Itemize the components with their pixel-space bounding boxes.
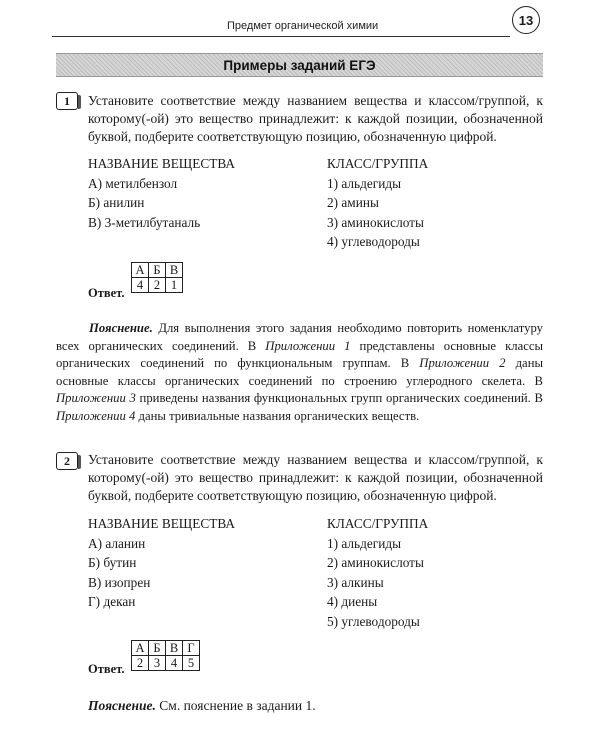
running-header (52, 20, 542, 38)
task-2-substance-a: А) аланин (88, 535, 146, 551)
task-2-answer-value: 5 (183, 656, 200, 671)
task-1-answer-label: Ответ. (88, 286, 125, 300)
task-1-explanation-text: даны тривиальные названия органических веществ. (135, 408, 420, 423)
task-1-explanation-text: приведены названия функциональных групп органических соединений. В (135, 391, 543, 405)
task-2-answer-letter: В (166, 641, 183, 656)
task-2-explanation (88, 697, 543, 715)
task-1-explanation-text: представлены основные классы органических соединений по функциональным группам. В (56, 338, 544, 370)
task-1-substance-a: А) метилбензол (88, 175, 178, 191)
task-1-class-2: 2) амины (327, 195, 379, 210)
section-banner-title: Примеры заданий ЕГЭ (223, 57, 376, 73)
task-2-substances (88, 514, 235, 612)
task-1-explanation-appendix-ref: Приложении 1 (265, 338, 351, 353)
task-1-answer-value: 1 (166, 278, 183, 293)
task-1-left-header: НАЗВАНИЕ ВЕЩЕСТВА (88, 156, 235, 171)
task-1-substance-b: Б) анилин (88, 195, 145, 210)
task-1-answer-letter: В (166, 263, 183, 278)
task-1-class-4: 4) углеводороды (327, 234, 420, 249)
header-rule (52, 36, 510, 37)
running-header-title: Предмет органической химии (227, 20, 379, 32)
task-2-classes (327, 514, 428, 631)
task-2-substance-c: В) изопрен (88, 574, 151, 590)
task-2-class-4: 4) диены (327, 594, 378, 609)
task-1-prompt: Установите соответствие между названием вещества и классом/группой, к которому(-ой) это вещество принадлежит: к каждой позиции, обозначенной буквой, подберите соответствующую позицию, обозначенную цифрой. (88, 93, 543, 144)
task-1-class-3: 3) аминокислоты (327, 214, 424, 230)
task-2-substance-d: Г) декан (88, 594, 136, 609)
task-2-class-5: 5) углеводороды (327, 613, 420, 629)
task-1-answer-letter: Б (149, 263, 166, 278)
task-2-answer-value: 3 (149, 656, 166, 671)
task-1-explanation-appendix-ref: Приложении 4 (56, 408, 136, 423)
task-2-answer-letter: Г (183, 641, 200, 656)
task-2-left-header: НАЗВАНИЕ ВЕЩЕСТВА (88, 516, 235, 531)
task-2-explanation-label: Пояснение. (88, 698, 156, 713)
task-1-answer-letter: А (132, 263, 149, 278)
task-2-answer-label: Ответ. (88, 662, 125, 676)
task-2-answer-letter: А (132, 641, 149, 656)
task-1-explanation-text: даны основные классы органических соединений по строению углеродного скелета. В (56, 356, 544, 388)
task-2-answer-letter: Б (149, 641, 166, 656)
task-2-answer-value: 2 (132, 656, 149, 671)
task-2-substance-b: Б) бутин (88, 555, 137, 570)
task-1-explanation-label: Пояснение. (89, 321, 153, 335)
task-1-right-header: КЛАСС/ГРУППА (327, 156, 429, 171)
task-1-explanation (56, 320, 543, 425)
section-banner (56, 53, 543, 77)
task-2-explanation-text: См. пояснение в задании 1. (155, 698, 316, 713)
page-number: 13 (512, 6, 540, 34)
task-1-number: 1 (56, 92, 78, 110)
task-1-class-1: 1) альдегиды (327, 175, 402, 191)
task-2-right-header: КЛАСС/ГРУППА (327, 516, 429, 531)
task-2-answer-value: 4 (166, 656, 183, 671)
task-1-explanation-text: Для выполнения этого задания необходимо повторить номенклатуру всех органических соединений. В (56, 321, 543, 353)
task-2-number: 2 (56, 452, 78, 470)
task-1-explanation-appendix-ref: Приложении 3 (56, 391, 136, 405)
task-1-answer-table (131, 262, 183, 293)
task-1-substances (88, 154, 235, 232)
task-2-class-3: 3) алкины (327, 574, 384, 590)
task-1-answer-value: 4 (132, 278, 149, 293)
task-1-substance-c: В) 3-метилбутаналь (88, 214, 201, 230)
task-2-class-1: 1) альдегиды (327, 535, 402, 551)
task-1-explanation-appendix-ref: Приложении 2 (419, 356, 506, 370)
task-1-answer-value: 2 (149, 278, 166, 293)
task-1-classes (327, 154, 428, 252)
task-2-prompt: Установите соответствие между названием вещества и классом/группой, к которому(-ой) это вещество принадлежит: к каждой позиции, обозначенной буквой, подберите соответствующую позицию, обозначенную цифрой. (88, 452, 543, 503)
task-2-answer-table (131, 640, 200, 671)
task-2-class-2: 2) аминокислоты (327, 555, 424, 570)
